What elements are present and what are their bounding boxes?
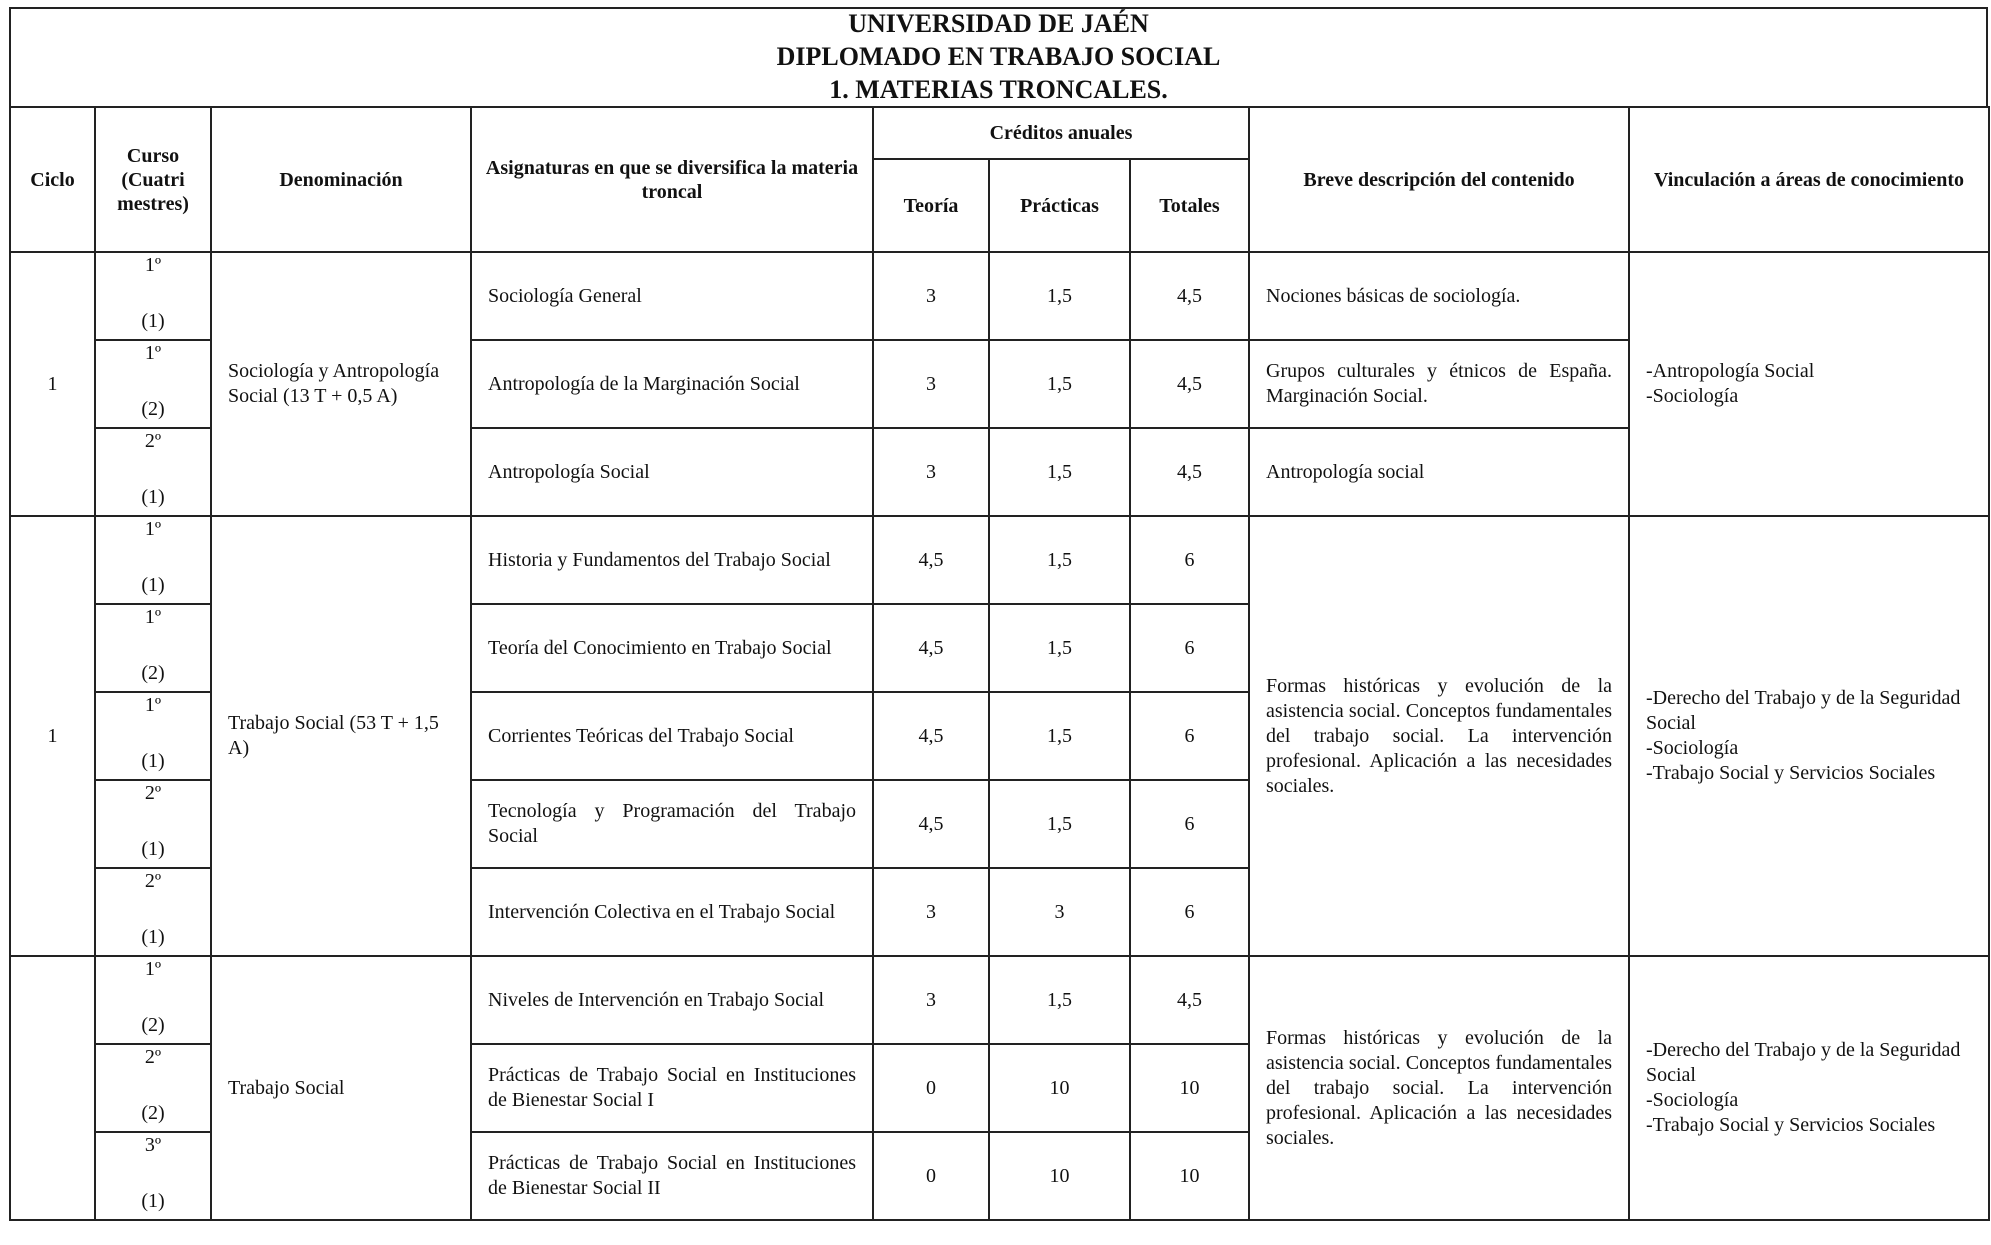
totales-cell: 10: [1130, 1132, 1249, 1220]
teoria-cell: 4,5: [873, 692, 989, 780]
teoria-cell: 0: [873, 1132, 989, 1220]
curso-semester: (2): [141, 662, 165, 684]
ciclo-cell: [10, 956, 95, 1220]
asignatura-cell: Sociología General: [471, 252, 873, 340]
teoria-cell: 0: [873, 1044, 989, 1132]
text-line: -Derecho del Trabajo y de la Seguridad Social: [1646, 1039, 1961, 1086]
descripcion-cell: Antropología social: [1249, 428, 1629, 516]
header-descripcion: Breve descripción del contenido: [1249, 107, 1629, 252]
teoria-cell: 4,5: [873, 604, 989, 692]
header-creditos: Créditos anuales: [873, 107, 1249, 159]
curso-year: 1º: [144, 518, 162, 540]
header-denominacion: Denominación: [211, 107, 471, 252]
practicas-cell: 1,5: [989, 780, 1130, 868]
header-practicas: Prácticas: [989, 159, 1130, 252]
totales-cell: 4,5: [1130, 956, 1249, 1044]
asignatura-cell: Antropología Social: [471, 428, 873, 516]
curso-semester: (2): [141, 1102, 165, 1124]
table-body: [10, 252, 1989, 1220]
practicas-cell: 10: [989, 1044, 1130, 1132]
asignatura-cell: Tecnología y Programación del Trabajo Social: [471, 780, 873, 868]
curso-semester: (1): [141, 310, 165, 332]
asignatura-cell: Intervención Colectiva en el Trabajo Social: [471, 868, 873, 956]
curso-semester: (1): [141, 486, 165, 508]
teoria-cell: 3: [873, 428, 989, 516]
denominacion-cell: Trabajo Social: [211, 956, 471, 1220]
teoria-cell: 4,5: [873, 516, 989, 604]
curso-cell: [95, 1044, 211, 1132]
descripcion-cell: Nociones básicas de sociología.: [1249, 252, 1629, 340]
title-section: 1. MATERIAS TRONCALES.: [829, 75, 1168, 104]
curso-year: 1º: [144, 342, 162, 364]
curso-cell: [95, 340, 211, 428]
practicas-cell: 1,5: [989, 340, 1130, 428]
header-vinculacion: Vinculación a áreas de conocimiento: [1629, 107, 1989, 252]
text-line: -Trabajo Social y Servicios Sociales: [1646, 1114, 1936, 1136]
practicas-cell: 1,5: [989, 252, 1130, 340]
asignatura-cell: Prácticas de Trabajo Social en Instituciones de Bienestar Social I: [471, 1044, 873, 1132]
curso-year: 2º: [144, 782, 162, 804]
vinculacion-cell: [1629, 252, 1989, 516]
totales-cell: 6: [1130, 868, 1249, 956]
totales-cell: 10: [1130, 1044, 1249, 1132]
totales-cell: 6: [1130, 604, 1249, 692]
table-row: [10, 516, 1989, 604]
curso-year: 2º: [144, 870, 162, 892]
vinculacion-cell: [1629, 516, 1989, 956]
table-header: [10, 107, 1989, 252]
descripcion-cell: Formas históricas y evolución de la asistencia social. Conceptos fundamentales del trabajo social. La intervención profesional. Aplicación a las necesidades sociales.: [1249, 516, 1629, 956]
header-ciclo: Ciclo: [10, 107, 95, 252]
text-line: -Sociología: [1646, 385, 1739, 407]
text-line: -Trabajo Social y Servicios Sociales: [1646, 762, 1936, 784]
header-curso: Curso (Cuatri mestres): [95, 107, 211, 252]
teoria-cell: 3: [873, 252, 989, 340]
asignatura-cell: Antropología de la Marginación Social: [471, 340, 873, 428]
table-row: [10, 956, 1989, 1044]
curso-cell: [95, 692, 211, 780]
curso-year: 3º: [144, 1134, 162, 1156]
asignatura-cell: Prácticas de Trabajo Social en Instituciones de Bienestar Social II: [471, 1132, 873, 1220]
text-line: -Sociología: [1646, 737, 1739, 759]
totales-cell: 6: [1130, 692, 1249, 780]
denominacion-cell: Trabajo Social (53 T + 1,5 A): [211, 516, 471, 956]
asignatura-cell: Teoría del Conocimiento en Trabajo Social: [471, 604, 873, 692]
practicas-cell: 1,5: [989, 604, 1130, 692]
totales-cell: 4,5: [1130, 428, 1249, 516]
curso-cell: [95, 516, 211, 604]
totales-cell: 4,5: [1130, 252, 1249, 340]
curso-year: 1º: [144, 694, 162, 716]
curso-cell: [95, 956, 211, 1044]
curso-semester: (1): [141, 574, 165, 596]
totales-cell: 6: [1130, 780, 1249, 868]
descripcion-cell: Grupos culturales y étnicos de España. Marginación Social.: [1249, 340, 1629, 428]
totales-cell: 4,5: [1130, 340, 1249, 428]
curso-cell: [95, 780, 211, 868]
curso-cell: [95, 868, 211, 956]
denominacion-cell: Sociología y Antropología Social (13 T + 0,5 A): [211, 252, 471, 516]
title-degree: DIPLOMADO EN TRABAJO SOCIAL: [776, 42, 1221, 71]
curso-semester: (1): [141, 926, 165, 948]
curso-cell: [95, 428, 211, 516]
asignatura-cell: Corrientes Teóricas del Trabajo Social: [471, 692, 873, 780]
curso-semester: (1): [141, 1190, 165, 1212]
practicas-cell: 3: [989, 868, 1130, 956]
descripcion-cell: Formas históricas y evolución de la asistencia social. Conceptos fundamentales del trabajo social. La intervención profesional. Aplicación a las necesidades sociales.: [1249, 956, 1629, 1220]
curso-cell: [95, 252, 211, 340]
document-title: [9, 7, 1988, 106]
practicas-cell: 1,5: [989, 516, 1130, 604]
ciclo-cell: 1: [10, 252, 95, 516]
curso-semester: (1): [141, 750, 165, 772]
document-page: [9, 7, 1988, 1221]
curso-year: 1º: [144, 958, 162, 980]
header-teoria: Teoría: [873, 159, 989, 252]
practicas-cell: 10: [989, 1132, 1130, 1220]
asignatura-cell: Historia y Fundamentos del Trabajo Social: [471, 516, 873, 604]
text-line: -Derecho del Trabajo y de la Seguridad Social: [1646, 687, 1961, 734]
teoria-cell: 3: [873, 868, 989, 956]
teoria-cell: 3: [873, 956, 989, 1044]
text-line: -Sociología: [1646, 1089, 1739, 1111]
teoria-cell: 3: [873, 340, 989, 428]
curso-year: 1º: [144, 606, 162, 628]
practicas-cell: 1,5: [989, 956, 1130, 1044]
vinculacion-cell: [1629, 956, 1989, 1220]
materias-table: [9, 106, 1990, 1221]
ciclo-cell: 1: [10, 516, 95, 956]
header-totales: Totales: [1130, 159, 1249, 252]
practicas-cell: 1,5: [989, 428, 1130, 516]
teoria-cell: 4,5: [873, 780, 989, 868]
curso-semester: (2): [141, 1014, 165, 1036]
curso-semester: (2): [141, 398, 165, 420]
header-asignaturas: Asignaturas en que se diversifica la materia troncal: [471, 107, 873, 252]
practicas-cell: 1,5: [989, 692, 1130, 780]
curso-year: 1º: [144, 254, 162, 276]
table-row: [10, 252, 1989, 340]
curso-cell: [95, 604, 211, 692]
curso-year: 2º: [144, 1046, 162, 1068]
text-line: -Antropología Social: [1646, 360, 1815, 382]
curso-cell: [95, 1132, 211, 1220]
curso-year: 2º: [144, 430, 162, 452]
totales-cell: 6: [1130, 516, 1249, 604]
asignatura-cell: Niveles de Intervención en Trabajo Social: [471, 956, 873, 1044]
title-university: UNIVERSIDAD DE JAÉN: [848, 9, 1149, 38]
curso-semester: (1): [141, 838, 165, 860]
